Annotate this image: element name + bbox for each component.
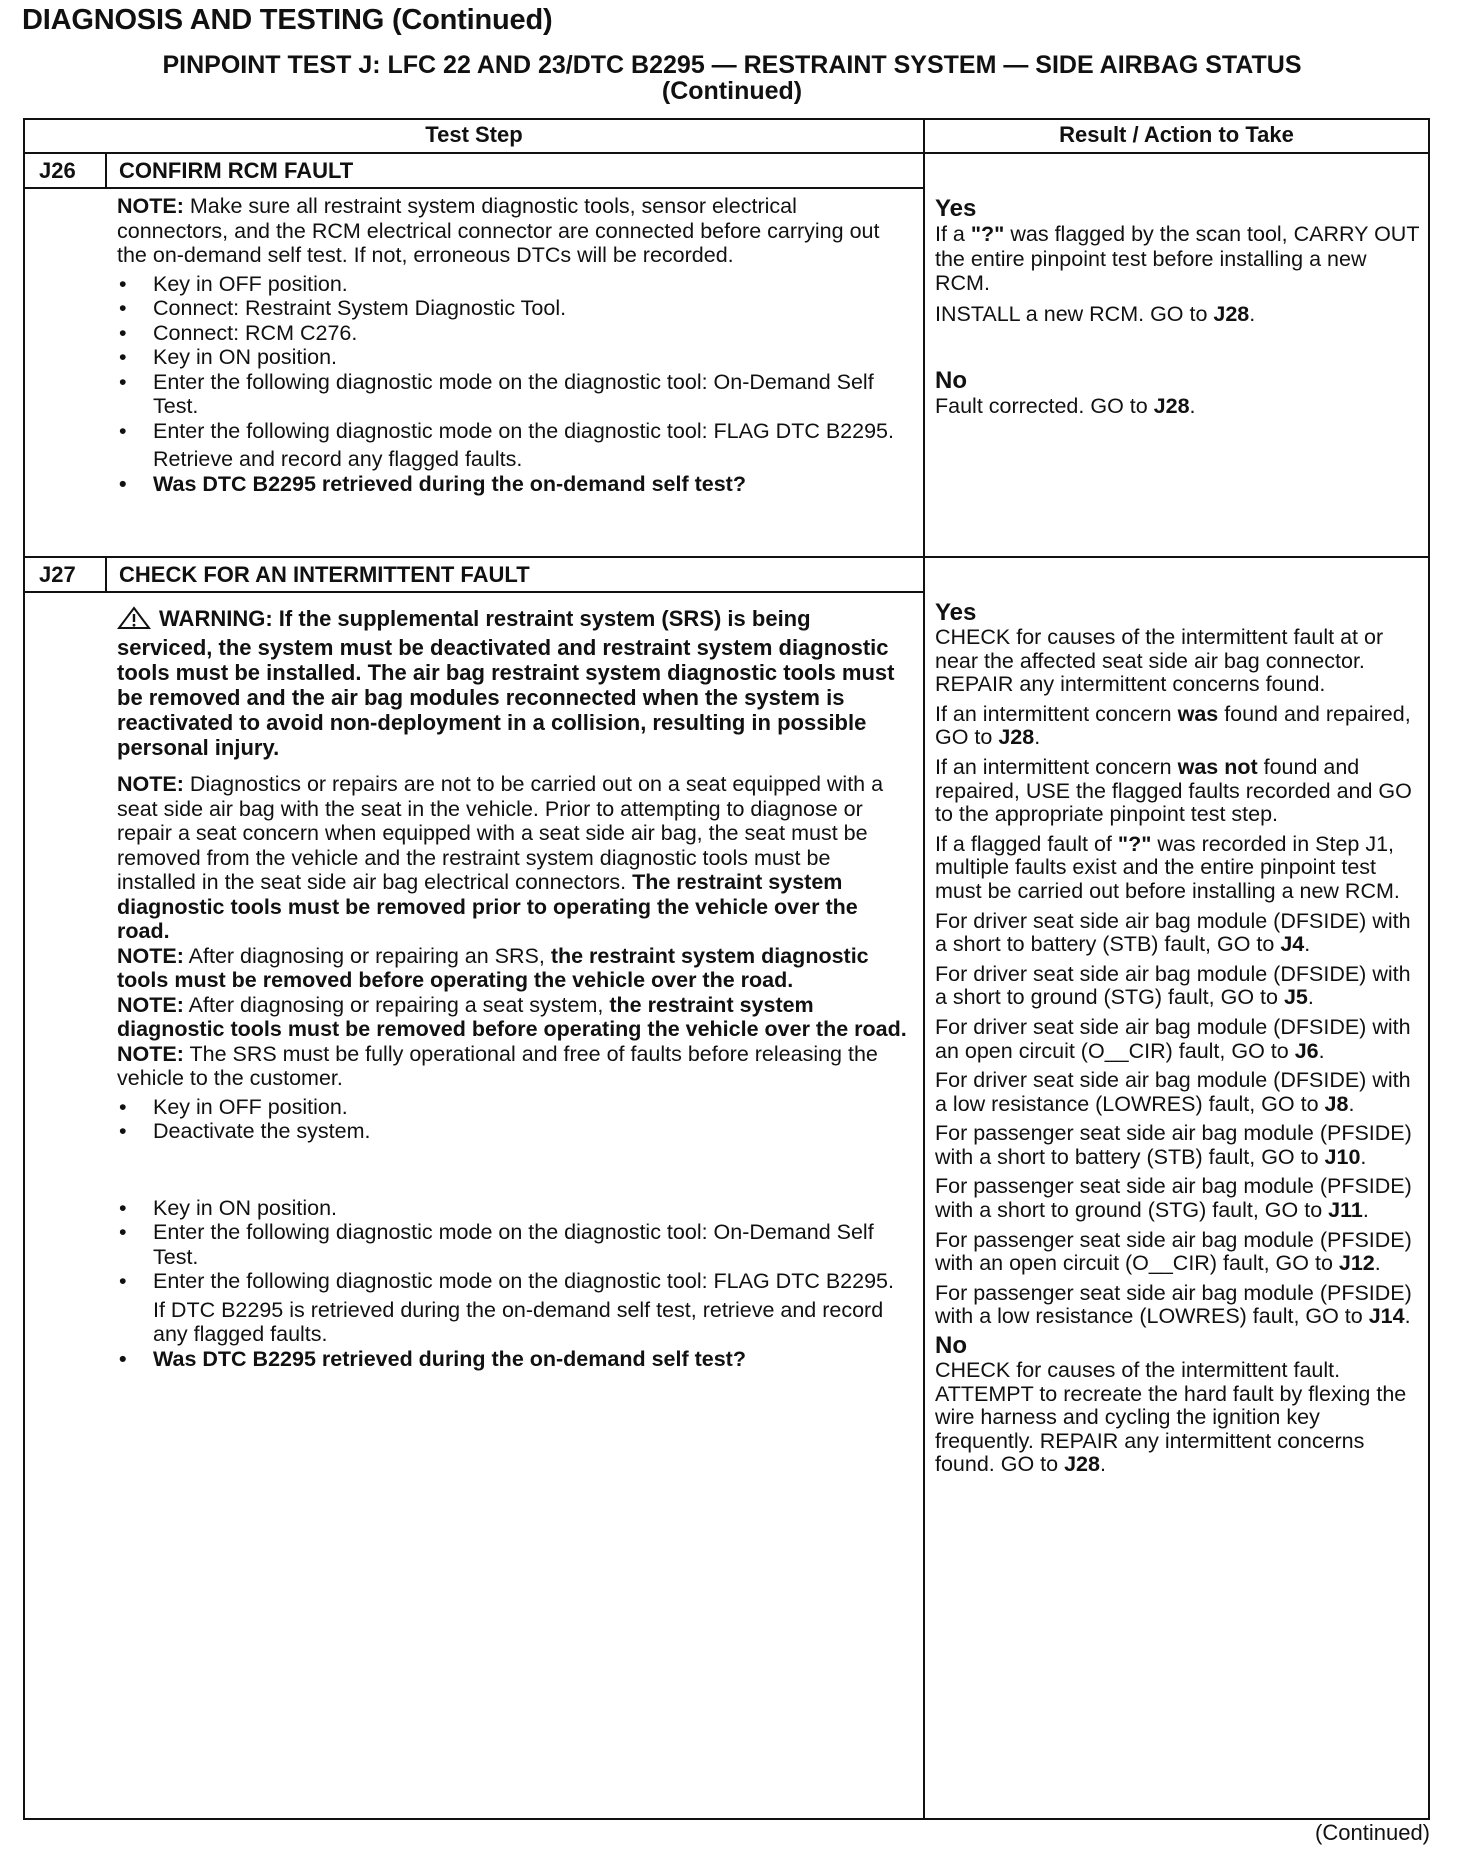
step-id-divider-j26 xyxy=(105,154,107,189)
j26-no-text: Fault corrected. GO to J28. xyxy=(935,394,1196,418)
list-item: • Connect: Restraint System Diagnostic Tool. xyxy=(117,296,912,321)
list-item: • Enter the following diagnostic mode on the diagnostic tool: On-Demand Self Test. xyxy=(117,1220,912,1269)
test-title-line1: PINPOINT TEST J: LFC 22 AND 23/DTC B2295 — RESTRAINT SYSTEM — SIDE AIRBAG STATUS xyxy=(162,51,1302,79)
j27-note-1: NOTE: Diagnostics or repairs are not to be carried out on a seat equipped with a seat side air bag with the seat in the vehicle. Prior to attempting to diagnose or repair a seat concern when equipped with a seat side air bag, the seat must be removed from the vehicle and the restraint system diagnostic tools must be installed in the seat side air bag electrical connectors. The restraint system diagnostic tools must be removed prior to operating the vehicle over the road. xyxy=(117,772,884,943)
step-id-divider-j27 xyxy=(105,558,107,593)
step-title-j27: CHECK FOR AN INTERMITTENT FAULT xyxy=(119,562,530,587)
j26-title-divider xyxy=(25,187,923,189)
j27-note-2: NOTE: After diagnosing or repairing an SRS, the restraint system diagnostic tools must be removed before operating the vehicle over the road. xyxy=(117,943,869,992)
j27-retrieve-text: If DTC B2295 is retrieved during the on-demand self test, retrieve and record any flagged faults. xyxy=(153,1297,884,1346)
j26-yes-text: If a "?" was flagged by the scan tool, CARRY OUT the entire pinpoint test before installing a new RCM. xyxy=(935,222,1420,295)
j27-title-divider xyxy=(25,591,923,593)
j26-question: • Was DTC B2295 retrieved during the on-demand self test? xyxy=(117,472,912,497)
route-item: For passenger seat side air bag module (PFSIDE) with a short to ground (STG) fault, GO to J11. xyxy=(935,1174,1412,1223)
j27-result xyxy=(935,600,1423,1477)
list-item: • Enter the following diagnostic mode on the diagnostic tool: FLAG DTC B2295. xyxy=(117,419,912,444)
route-item: For passenger seat side air bag module (PFSIDE) with a short to battery (STB) fault, GO to J10. xyxy=(935,1121,1412,1169)
list-item: • Key in OFF position. xyxy=(117,1095,912,1120)
list-item: • Key in ON position. xyxy=(117,1196,912,1221)
header-result: Result / Action to Take xyxy=(1059,122,1294,147)
step-title-j26: CONFIRM RCM FAULT xyxy=(119,158,354,183)
j26-yes-label: Yes xyxy=(935,195,977,222)
j27-no-label: No xyxy=(935,1332,967,1360)
j27-note-3: NOTE: After diagnosing or repairing a seat system, the restraint system diagnostic tools must be removed before operating the vehicle over the road. xyxy=(117,992,907,1041)
j27-instructions xyxy=(117,606,912,1371)
j26-no-label: No xyxy=(935,367,967,394)
test-title-line2: (Continued) xyxy=(661,77,803,105)
j27-yes-text: CHECK for causes of the intermittent fault at or near the affected seat side air bag connector. REPAIR any intermittent concerns found. xyxy=(935,625,1384,697)
j27-yes-found: If an intermittent concern was found and repaired, GO to J28. xyxy=(935,701,1411,750)
j27-yes-not-found: If an intermittent concern was not found and repaired, USE the flagged faults recorded and GO to the appropriate pinpoint test step. xyxy=(935,754,1412,827)
warning-triangle-icon xyxy=(117,606,151,635)
j26-instructions xyxy=(117,194,912,496)
j27-yes-flagged: If a flagged fault of "?" was recorded in Step J1, multiple faults exist and the entire pinpoint test must be carried out before installing a new RCM. xyxy=(935,831,1400,903)
j26-yes-action: INSTALL a new RCM. GO to J28. xyxy=(935,301,1256,326)
j27-warning: WARNING: If the supplemental restraint system (SRS) is being serviced, the system must be deactivated and restraint system diagnostic tools must be installed. The air bag restraint system diagnostic tools must be removed and the air bag modules reconnected when the system is reactivated to avoid non-deployment in a collision, resulting in possible personal injury. xyxy=(117,606,895,760)
route-item: For driver seat side air bag module (DFSIDE) with a short to ground (STG) fault, GO to J5. xyxy=(935,961,1411,1010)
page-heading: DIAGNOSIS AND TESTING (Continued) xyxy=(22,4,553,36)
test-title xyxy=(22,52,1442,104)
list-item: • Deactivate the system. xyxy=(117,1119,912,1144)
j26-result xyxy=(935,196,1421,419)
j27-row-divider xyxy=(25,556,1428,558)
header-divider xyxy=(25,152,1428,154)
j27-no-text: CHECK for causes of the intermittent fault. ATTEMPT to recreate the hard fault by flexing the wire harness and cycling the ignition key frequently. REPAIR any intermittent concerns found. GO to J28. xyxy=(935,1358,1407,1477)
list-item: • Enter the following diagnostic mode on the diagnostic tool: On-Demand Self Test. xyxy=(117,370,912,419)
list-item: • Enter the following diagnostic mode on the diagnostic tool: FLAG DTC B2295. xyxy=(117,1269,912,1294)
j26-retrieve-text: Retrieve and record any flagged faults. xyxy=(153,447,523,471)
step-id-j27: J27 xyxy=(39,562,76,587)
route-item: For passenger seat side air bag module (PFSIDE) with an open circuit (O__CIR) fault, GO to J12. xyxy=(935,1227,1412,1276)
route-item: For driver seat side air bag module (DFSIDE) with a short to battery (STB) fault, GO to J4. xyxy=(935,908,1411,957)
list-item: • Key in ON position. xyxy=(117,345,912,370)
header-test-step: Test Step xyxy=(425,122,523,147)
route-item: For driver seat side air bag module (DFSIDE) with a low resistance (LOWRES) fault, GO to J8. xyxy=(935,1068,1411,1116)
j27-question: • Was DTC B2295 retrieved during the on-demand self test? xyxy=(117,1347,912,1372)
list-item: • Connect: RCM C276. xyxy=(117,321,912,346)
j27-note-4: NOTE: The SRS must be fully operational and free of faults before releasing the vehicle to the customer. xyxy=(117,1041,878,1090)
pinpoint-test-table xyxy=(23,118,1430,1820)
continued-footer: (Continued) xyxy=(1315,1820,1430,1845)
column-divider xyxy=(923,120,925,1818)
step-id-j26: J26 xyxy=(39,158,76,183)
j26-note: NOTE: Make sure all restraint system diagnostic tools, sensor electrical connectors, and the RCM electrical connector are connected before carrying out the on-demand self test. If not, erroneous DTCs will be recorded. xyxy=(117,194,880,267)
route-item: For passenger seat side air bag module (PFSIDE) with a low resistance (LOWRES) fault, GO to J14. xyxy=(935,1280,1412,1329)
route-item: For driver seat side air bag module (DFSIDE) with an open circuit (O__CIR) fault, GO to J6. xyxy=(935,1014,1411,1063)
j27-yes-label: Yes xyxy=(935,599,977,626)
list-item: • Key in OFF position. xyxy=(117,272,912,297)
